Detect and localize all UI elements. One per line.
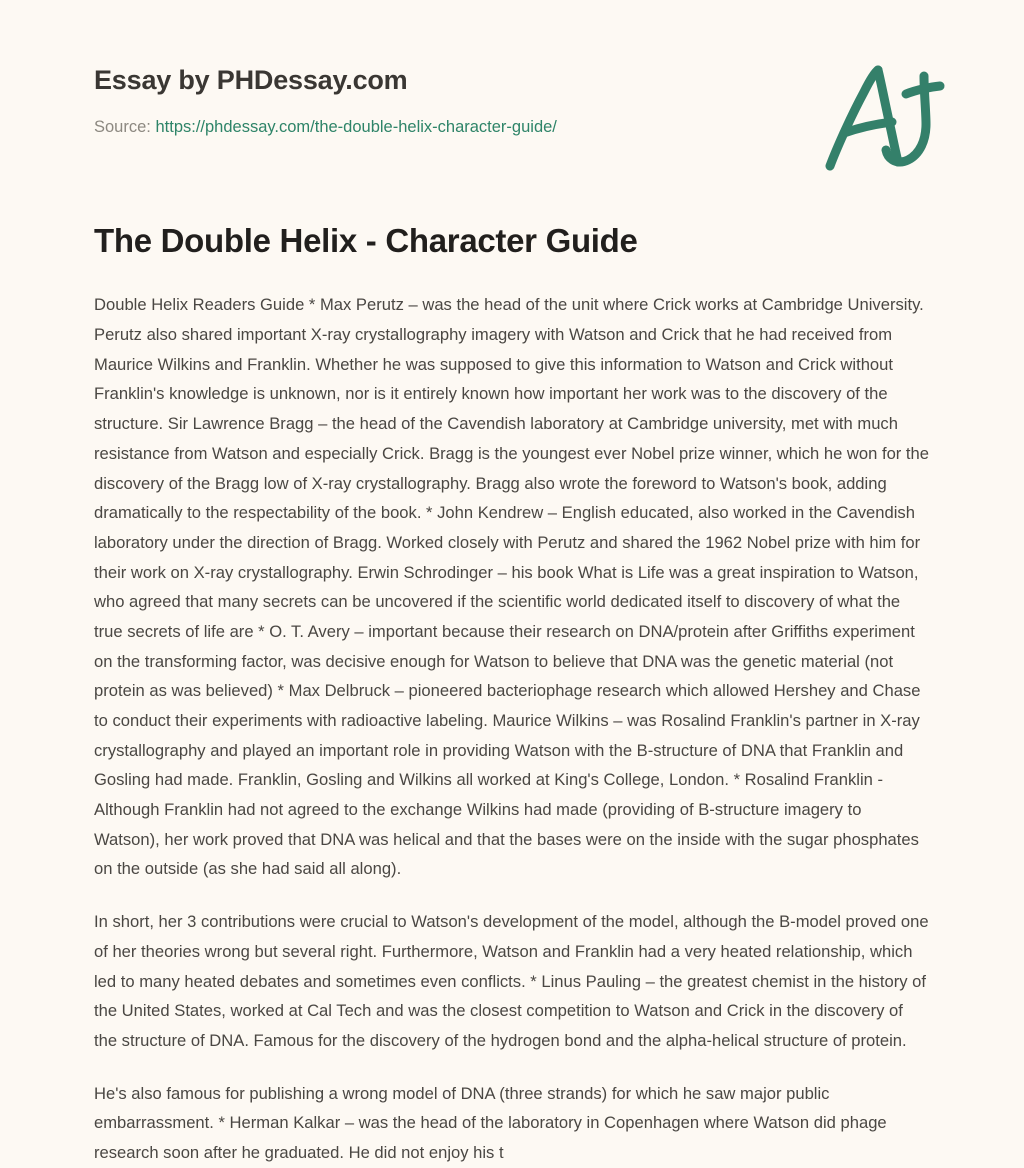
paragraph: In short, her 3 contributions were crucial to Watson's development of the model, although the B-model proved one of her theories wrong but several right. Furthermore, Watson and Franklin had a very heated relationship, which led to many heated debates and sometimes even conflicts. * Linus Pauling – the greatest chemist in the history of the United States, worked at Cal Tech and was the closest competition to Watson and Crick in the discovery of the structure of DNA. Famous for the discovery of the hydrogen bond and the alpha-helical structure of protein. <box>94 912 929 1050</box>
source-label: Source: <box>94 117 151 136</box>
aplus-logo-icon <box>820 62 950 174</box>
paragraph: Double Helix Readers Guide * Max Perutz – was the head of the unit where Crick works at Cambridge University. Perutz also shared important X-ray crystallography imagery with Watson and Crick that he had received from Maurice Wilkins and Franklin. Whether he was supposed to give this information to Watson and Crick without Franklin's knowledge is unknown, nor is it entirely known how important her work was to the discovery of the structure. Sir Lawrence Bragg – the head of the Cavendish laboratory at Cambridge university, met with much resistance from Watson and especially Crick. Bragg is the youngest ever Nobel prize winner, which he won for the discovery of the Bragg low of X-ray crystallography. Bragg also wrote the foreword to Watson's book, adding dramatically to the respectability of the book. * John Kendrew – English educated, also worked in the Cavendish laboratory under the direction of Bragg. Worked closely with Perutz and shared the 1962 Nobel prize with him for their work on X-ray crystallography. Erwin Schrodinger – his book What is Life was a great inspiration to Watson, who agreed that many secrets can be uncovered if the scientific world dedicated itself to discovery of what the true secrets of life are * O. T. Avery – important because their research on DNA/protein after Griffiths experiment on the transforming factor, was decisive enough for Watson to believe that DNA was the genetic material (not protein as was believed) * Max Delbruck – pioneered bacteriophage research which allowed Hershey and Chase to conduct their experiments with radioactive labeling. Maurice Wilkins – was Rosalind Franklin's partner in X-ray crystallography and played an important role in providing Watson with the B-structure of DNA that Franklin and Gosling had made. Franklin, Gosling and Wilkins all worked at King's College, London. * Rosalind Franklin - Although Franklin had not agreed to the exchange Wilkins had made (providing of B-structure imagery to Watson), her work proved that DNA was helical and that the bases were on the inside with the sugar phosphates on the outside (as she had said all along). <box>94 295 930 879</box>
source-line <box>94 116 930 139</box>
paragraph: He's also famous for publishing a wrong model of DNA (three strands) for which he saw major public embarrassment. * Herman Kalkar – was the head of the laboratory in Copenhagen where Watson did phage research soon after he graduated. He did not enjoy his t <box>94 1083 887 1162</box>
page-header <box>0 0 1024 139</box>
source-url-link[interactable]: https://phdessay.com/the-double-helix-character-guide/ <box>155 117 557 136</box>
article-body <box>0 260 1024 1167</box>
brand-title: Essay by PHDessay.com <box>94 65 408 95</box>
page-title: The Double Helix - Character Guide <box>94 221 638 259</box>
